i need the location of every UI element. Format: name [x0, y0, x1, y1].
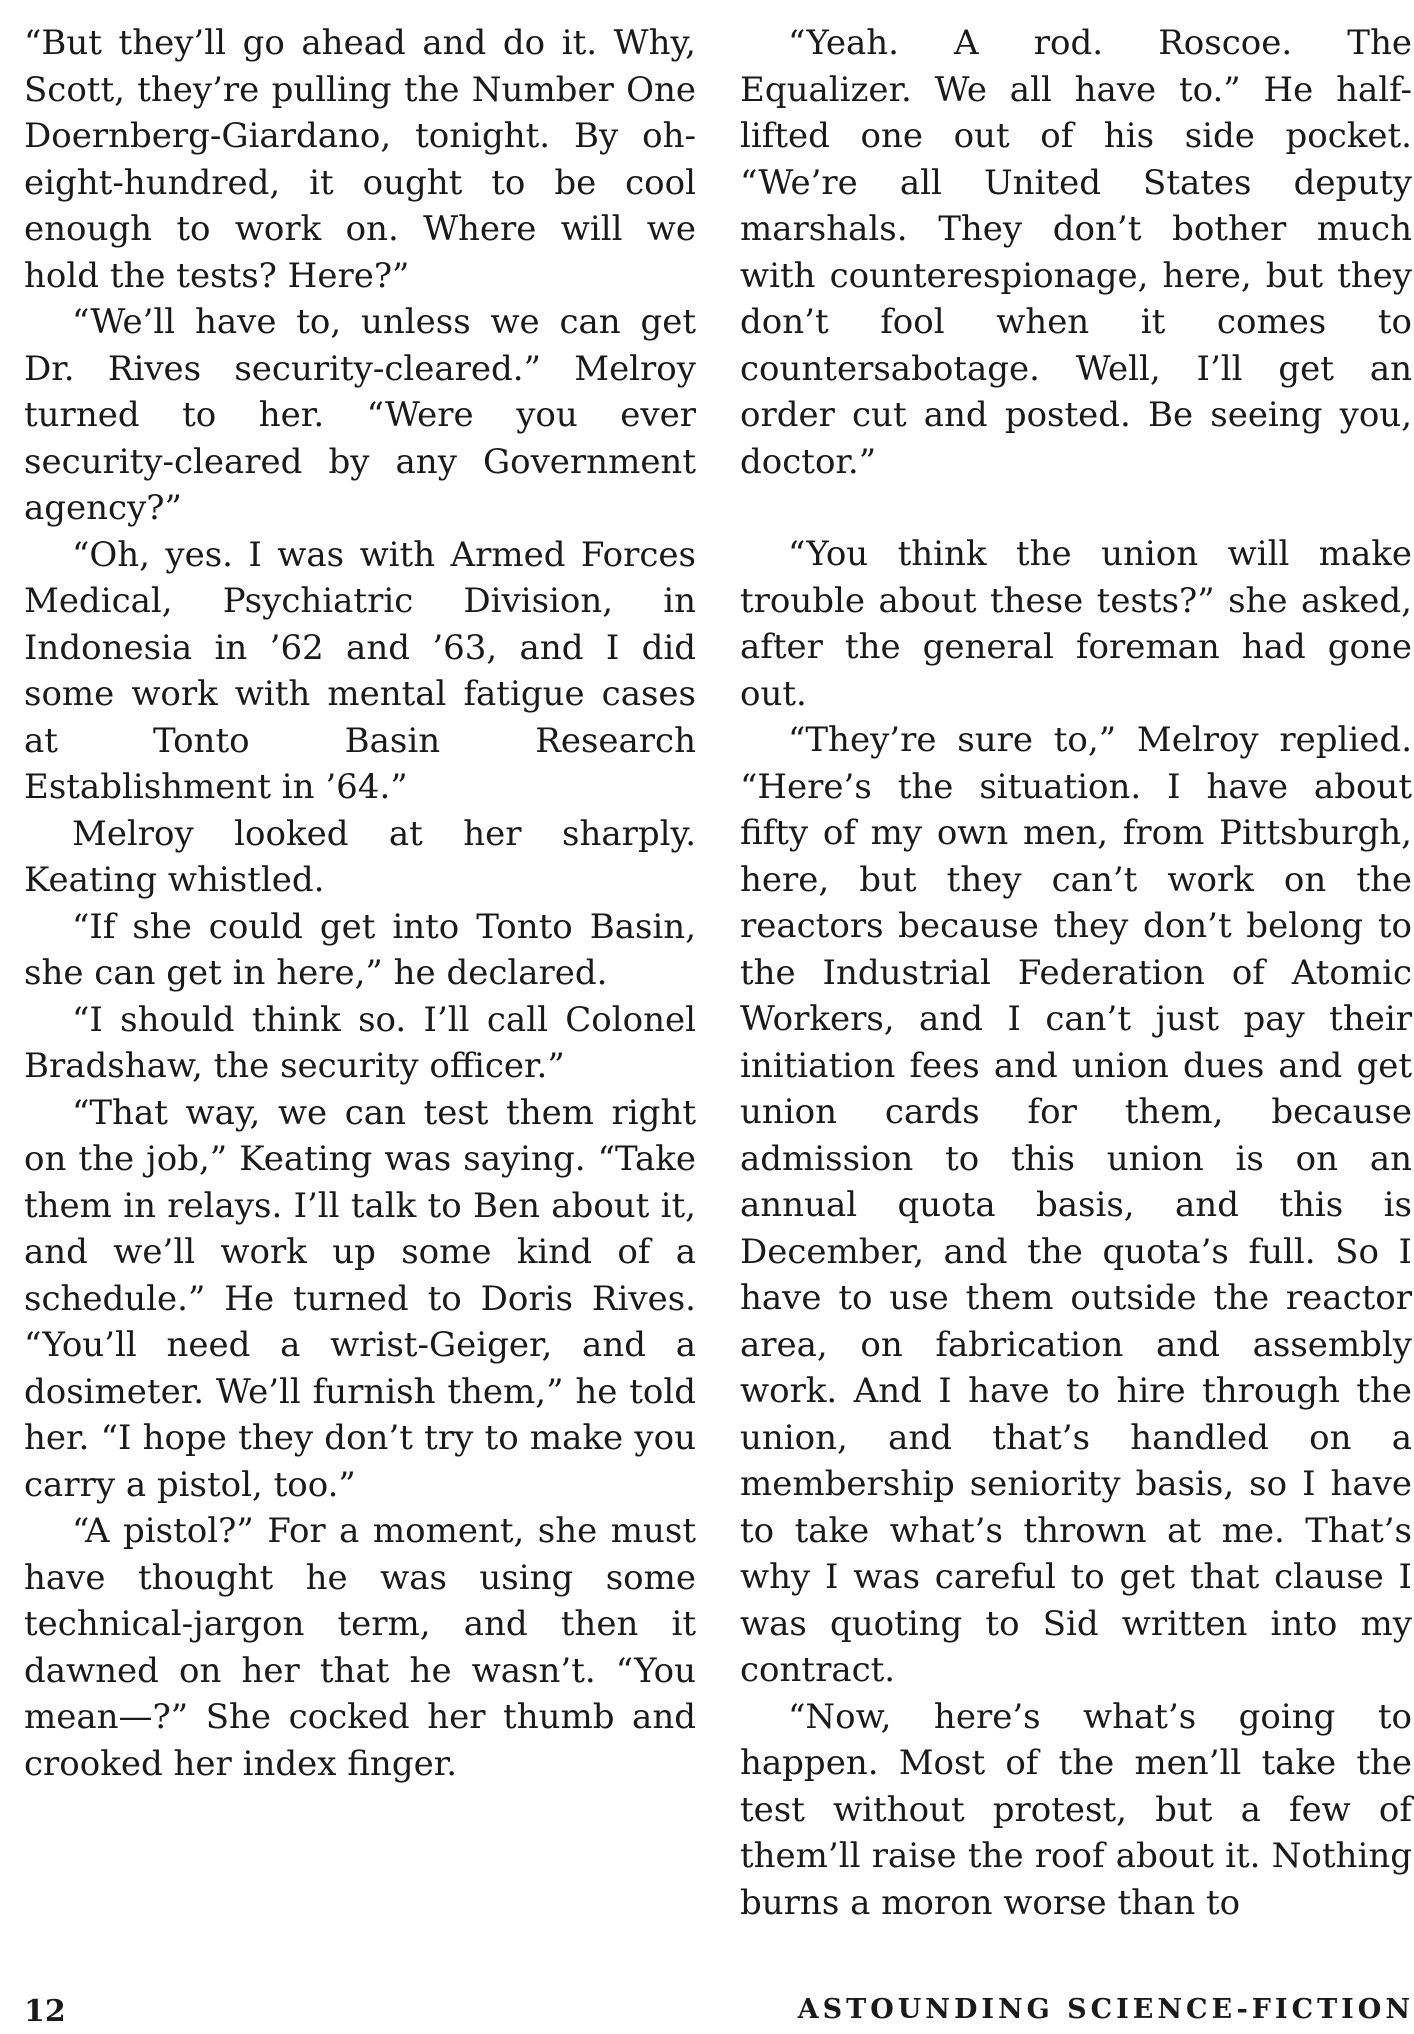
paragraph: “But they’ll go ahead and do it. Why, Scott, they’re pulling the Number One Doernberg-Giardano, tonight. By oh-eight-hundred, it ought to be cool enough to work on. Where will we hold the tests? Here?” [24, 23, 696, 296]
paragraph: “We’ll have to, unless we can get Dr. Rives security-cleared.” Melroy turned to her. “Were you ever security-cleared by any Government agency?” [24, 302, 696, 528]
paragraph: “I should think so. I’ll call Colonel Bradshaw, the security officer.” [24, 999, 696, 1086]
page-footer [24, 1994, 1414, 2034]
paragraph: “They’re sure to,” Melroy replied. “Here’s the situation. I have about fifty of my own men, from Pittsburgh, here, but they can’t work on the reactors because they don’t belong to the Industrial Federation of Atomic Workers, and I can’t just pay their initiation fees and union dues and get union cards for them, because admission to this union is on an annual quota basis, and this is December, and the quota’s full. So I have to use them outside the reactor area, on fabrication and assembly work. And I have to hire through the union, and that’s handled on a membership seniority basis, so I have to take what’s thrown at me. That’s why I was careful to get that clause I was quoting to Sid written into my contract. [740, 720, 1412, 1690]
paragraph: “Yeah. A rod. Roscoe. The Equalizer. We all have to.” He half-lifted one out of his side pocket. “We’re all United States deputy marshals. They don’t bother much with counterespionage, here, but they don’t fool when it comes to countersabotage. Well, I’ll get an order cut and posted. Be seeing you, doctor.” [740, 23, 1412, 482]
page-number: 12 [24, 1994, 66, 2029]
paragraph: “If she could get into Tonto Basin, she can get in here,” he declared. [24, 906, 696, 993]
running-title: ASTOUNDING SCIENCE-FICTION [797, 1994, 1414, 2025]
right-column [740, 20, 1412, 1926]
paragraph: “That way, we can test them right on the job,” Keating was saying. “Take them in relays. I’ll talk to Ben about it, and we’ll work up some kind of a schedule.” He turned to Doris Rives. “You’ll need a wrist-Geiger, and a dosimeter. We’ll furnish them,” he told her. “I hope they don’t try to make you carry a pistol, too.” [24, 1092, 696, 1505]
paragraph: Melroy looked at her sharply. Keating whistled. [24, 813, 696, 900]
section-break [740, 485, 1412, 531]
paragraph: “A pistol?” For a moment, she must have thought he was using some technical-jargon term, and then it dawned on her that he wasn’t. “You mean—?” She cocked her thumb and crooked her index finger. [24, 1511, 696, 1784]
paragraph: “Oh, yes. I was with Armed Forces Medical, Psychiatric Division, in Indonesia in ’62 and ’63, and I did some work with mental fatigue cases at Tonto Basin Research Establishment in ’64.” [24, 534, 696, 807]
paragraph: “You think the union will make trouble about these tests?” she asked, after the general foreman had gone out. [740, 534, 1412, 714]
paragraph: “Now, here’s what’s going to happen. Most of the men’ll take the test without protest, but a few of them’ll raise the roof about it. Nothing burns a moron worse than to [740, 1696, 1412, 1923]
left-column [24, 20, 696, 1787]
magazine-page [24, 20, 1414, 2032]
